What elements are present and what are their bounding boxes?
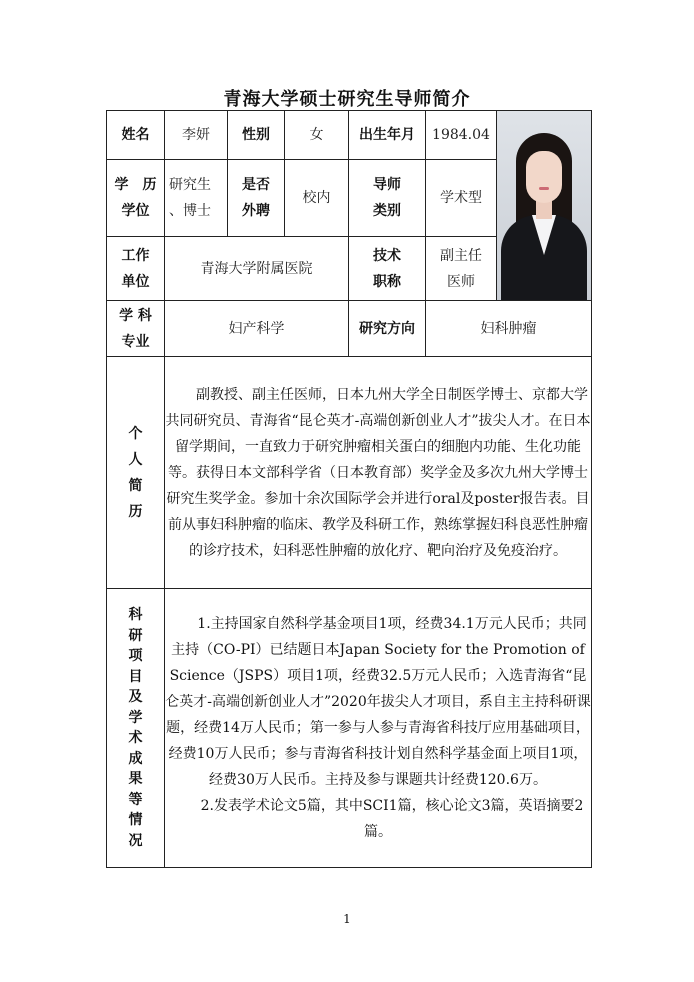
gender-value: 女 (285, 111, 349, 160)
portrait-photo (497, 111, 591, 300)
subject-label: 学 科 专业 (107, 301, 165, 357)
research-label: 科 研 项 目 及 学 术 成 果 等 情 况 (107, 589, 165, 868)
page-number: 1 (343, 912, 351, 926)
name-value: 李妍 (165, 111, 228, 160)
job-title-label: 技术 职称 (349, 237, 426, 301)
work-unit-value: 青海大学附属医院 (165, 237, 349, 301)
research-paragraph-1: 1.主持国家自然科学基金项目1项，经费34.1万元人民币；共同主持（CO-PI）已结题日本Japan Society for the Promotion of Science（JSPS）项目1项，经费32.5万元人民币；入选青海省“昆仑英才-高端创新创业人才”2020年拔尖人才项目，系自主主持科研课题，经费14万人民币；第一参与人参与青海省科技厅应用基础项目，经费10万人民币；参与青海省科技计划自然科学基金面上项目1项，经费30万人民币。主持及参与课题共计经费120.6万。 (165, 616, 591, 788)
bio-label: 个 人 简 历 (107, 357, 165, 589)
education-value: 研究生 、博士 (165, 159, 228, 237)
subject-value: 妇产科学 (165, 301, 349, 357)
birth-value: 1984.04 (426, 111, 497, 160)
supervisor-type-label: 导师 类别 (349, 159, 426, 237)
external-value: 校内 (285, 159, 349, 237)
photo-cell (497, 111, 592, 301)
education-label: 学 历 学位 (107, 159, 165, 237)
work-unit-label: 工作 单位 (107, 237, 165, 301)
page-title: 青海大学硕士研究生导师简介 (223, 89, 471, 110)
research-direction-value: 妇科肿瘤 (426, 301, 592, 357)
birth-label: 出生年月 (349, 111, 426, 160)
gender-label: 性别 (228, 111, 285, 160)
external-label: 是否 外聘 (228, 159, 285, 237)
bio-text: 副教授、副主任医师，日本九州大学全日制医学博士、京都大学共同研究员、青海省“昆仑英才-高端创新创业人才”拔尖人才。在日本留学期间，一直致力于研究肿瘤相关蛋白的细胞内功能、生化功能等。获得日本文部科学省（日本教育部）奖学金及多次九州大学博士研究生奖学金。参加十余次国际学会并进行oral及poster报告表。目前从事妇科肿瘤的临床、教学及科研工作，熟练掌握妇科良恶性肿瘤的诊疗技术，妇科恶性肿瘤的放化疗、靶向治疗及免疫治疗。 (165, 357, 592, 589)
research-direction-label: 研究方向 (349, 301, 426, 357)
research-text (165, 589, 592, 868)
supervisor-type-value: 学术型 (426, 159, 497, 237)
research-paragraph-2: 2.发表学术论文5篇，其中SCI1篇，核心论文3篇，英语摘要2篇。 (200, 798, 584, 840)
profile-table (106, 110, 592, 868)
name-label: 姓名 (107, 111, 165, 160)
job-title-value: 副主任 医师 (426, 237, 497, 301)
